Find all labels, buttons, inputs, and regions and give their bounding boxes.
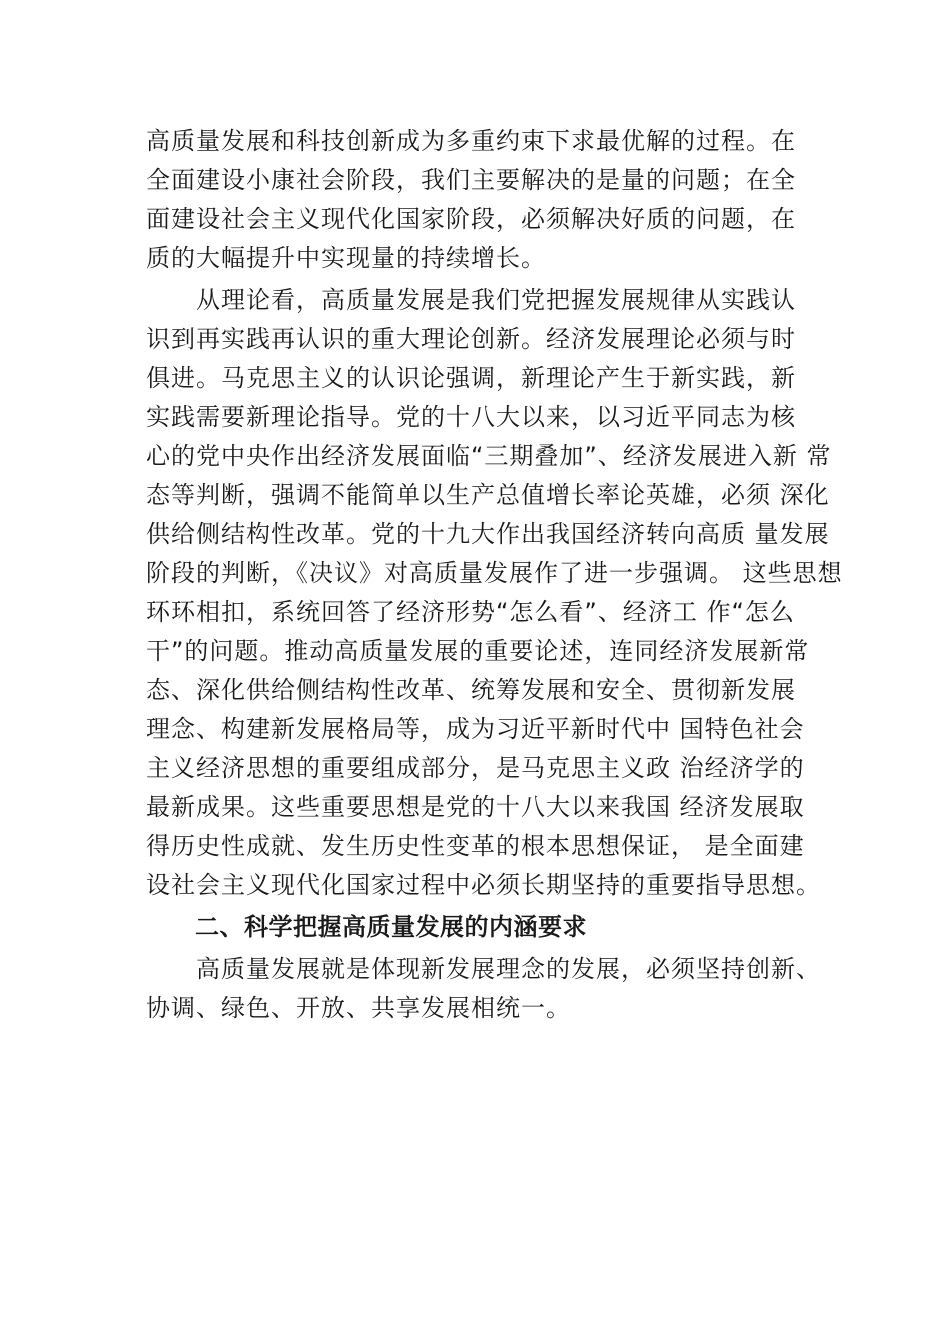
- text-line: 理念、构建新发展格局等，成为习近平新时代中 国特色社会: [146, 715, 805, 743]
- text-line: 协调、绿色、开放、共享发展相统一。: [146, 994, 571, 1022]
- text-line: 态等判断，强调不能简单以生产总值增长率论英雄，必须 深化: [146, 481, 830, 509]
- text-line: 干”的问题。推动高质量发展的重要论述，连同经济发展新常: [146, 637, 810, 665]
- text-line: 最新成果。这些重要思想是党的十八大以来我国 经济发展取: [146, 793, 805, 821]
- text-line: 识到再实践再认识的重大理论创新。经济发展理论必须与时: [146, 325, 796, 353]
- text-line: 主义经济思想的重要组成部分，是马克思主义政 治经济学的: [146, 754, 805, 782]
- text-line: 心的党中央作出经济发展面临“三期叠加”、经济发展进入新 常: [146, 442, 832, 470]
- text-line: 供给侧结构性改革。党的十九大作出我国经济转向高质 量发展: [146, 520, 830, 548]
- text-line: 质的大幅提升中实现量的持续增长。: [146, 244, 546, 272]
- text-line: 环环相扣，系统回答了经济形势“怎么看”、经济工 作“怎么: [146, 598, 795, 626]
- text-line: 俱进。马克思主义的认识论强调，新理论产生于新实践，新: [146, 364, 796, 392]
- text-line: 阶段的判断，《决议》对高质量发展作了进一步强调。 这些思想: [146, 559, 843, 587]
- text-line: 从理论看，高质量发展是我们党把握发展规律从实践认: [146, 286, 796, 314]
- text-line: 高质量发展和科技创新成为多重约束下求最优解的过程。在: [146, 127, 796, 155]
- text-line: 面建设社会主义现代化国家阶段，必须解决好质的问题，在: [146, 205, 796, 233]
- section-heading: 二、科学把握高质量发展的内涵要求: [146, 913, 587, 941]
- text-line: 实践需要新理论指导。党的十八大以来，以习近平同志为核: [146, 403, 796, 431]
- text-line: 态、深化供给侧结构性改革、统筹发展和安全、贯彻新发展: [146, 676, 796, 704]
- text-line: 全面建设小康社会阶段，我们主要解决的是量的问题；在全: [146, 166, 796, 194]
- text-line: 得历史性成就、发生历史性变革的根本思想保证， 是全面建: [146, 832, 805, 860]
- text-line: 高质量发展就是体现新发展理念的发展，必须坚持创新、: [146, 955, 821, 983]
- text-line: 设社会主义现代化国家过程中必须长期坚持的重要指导思想。: [146, 871, 821, 899]
